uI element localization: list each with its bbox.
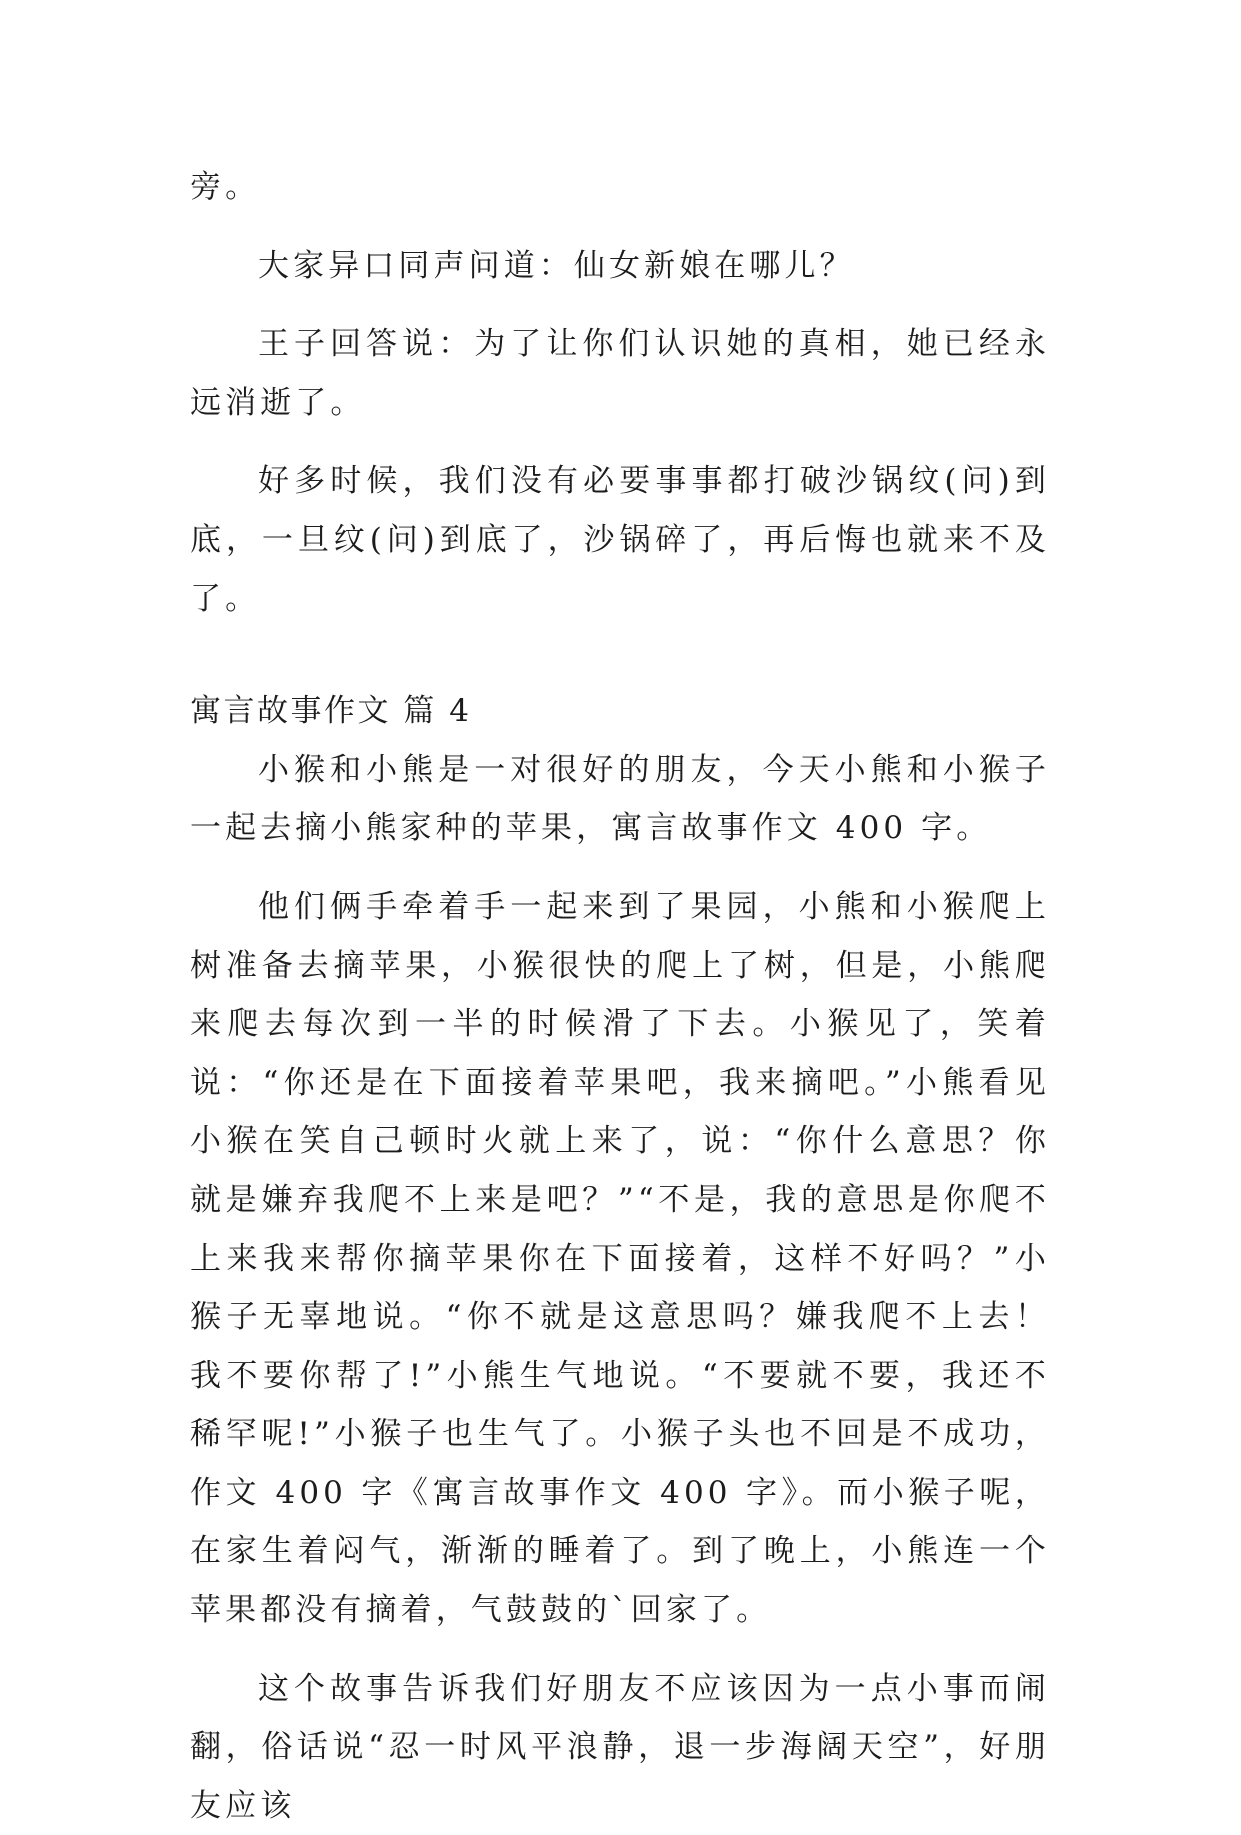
section-paragraph-intro: 小猴和小熊是一对很好的朋友，今天小熊和小猴子一起去摘小熊家种的苹果，寓言故事作文 400 字。 — [190, 751, 1050, 847]
section-paragraph-lesson: 这个故事告诉我们好朋友不应该因为一点小事而闹翻，俗话说“忍一时风平浪静，退一步海阔天空”，好朋友应该 — [190, 1670, 1050, 1824]
paragraph-moral: 好多时候，我们没有必要事事都打破沙锅纹(问)到底，一旦纹(问)到底了，沙锅碎了，再后悔也就来不及了。 — [190, 463, 1050, 617]
paragraph-continuation: 旁。 — [190, 169, 261, 205]
section-paragraph-story: 他们俩手牵着手一起来到了果园，小熊和小猴爬上树准备去摘苹果，小猴很快的爬上了树，但是，小熊爬来爬去每次到一半的时候滑了下去。小猴见了，笑着说：“你还是在下面接着苹果吧，我来摘吧。”小熊看见小猴在笑自己顿时火就上来了，说：“你什么意思？你就是嫌弃我爬不上来是吧？”“不是，我的意思是你爬不上来我来帮你摘苹果你在下面接着，这样不好吗？”小猴子无辜地说。“你不就是这意思吗？嫌我爬不上去！我不要你帮了!”小熊生气地说。“不要就不要，我还不稀罕呢!”小猴子也生气了。小猴子头也不回是不成功，作文 400 字《寓言故事作文 400 字》。而小猴子呢，在家生着闷气，渐渐的睡着了。到了晚上，小熊连一个苹果都没有摘着，气鼓鼓的`回家了。 — [190, 888, 1050, 1629]
section-heading: 寓言故事作文 篇 4 — [190, 693, 472, 730]
paragraph-prince-answer: 王子回答说：为了让你们认识她的真相，她已经永远消逝了。 — [190, 326, 1050, 421]
paragraph-question: 大家异口同声问道：仙女新娘在哪儿？ — [258, 247, 855, 284]
document-body — [190, 158, 1050, 1835]
